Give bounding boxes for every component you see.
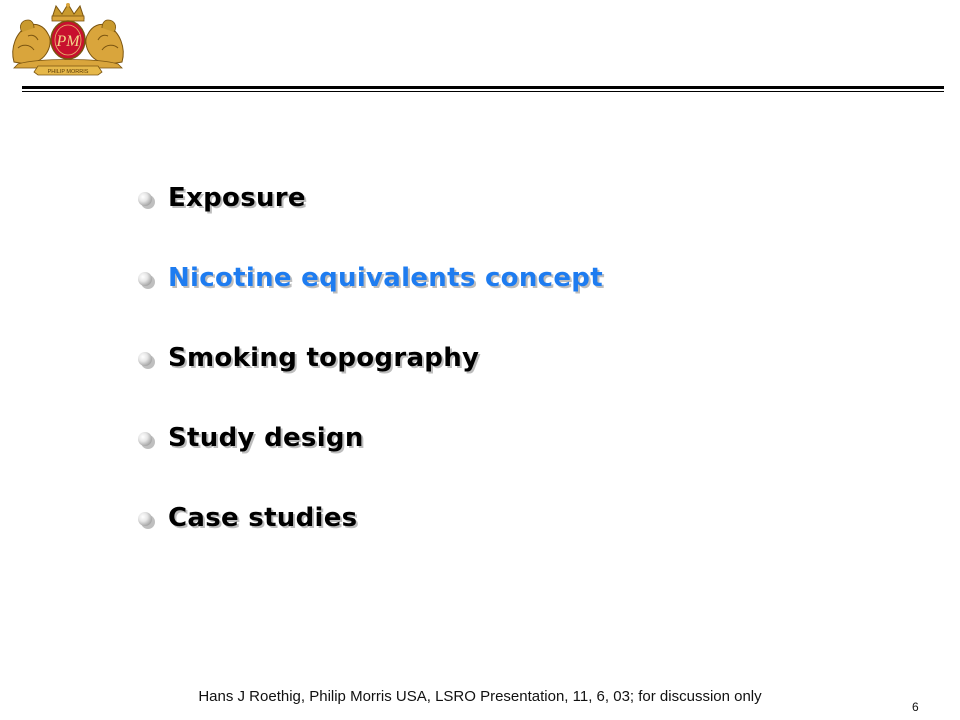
logo-banner <box>34 66 102 75</box>
bullet-item-case-studies <box>138 500 603 580</box>
bullet-dot-icon <box>138 352 154 368</box>
left-lion-icon <box>13 20 50 64</box>
logo-monogram: PM <box>56 33 80 50</box>
philip-morris-crest-icon <box>8 2 128 76</box>
agenda-bullet-list <box>138 180 603 580</box>
header-rule-thick <box>22 86 944 89</box>
bullet-label: Case studies <box>168 503 358 533</box>
bullet-item-exposure <box>138 180 603 260</box>
bullet-dot-icon <box>138 512 154 528</box>
bullet-label: Exposure <box>168 183 306 213</box>
slide-number: 6 <box>912 700 919 714</box>
bullet-label-highlighted: Nicotine equivalents concept <box>168 263 603 293</box>
logo-banner-text: PHILIP MORRIS <box>47 69 89 75</box>
bullet-item-nicotine-equivalents <box>138 260 603 340</box>
shield-icon <box>51 21 85 59</box>
philip-morris-logo <box>8 2 128 76</box>
bullet-label: Study design <box>168 423 364 453</box>
bullet-dot-icon <box>138 192 154 208</box>
header-rule-thin <box>22 91 944 92</box>
bullet-dot-icon <box>138 272 154 288</box>
bullet-item-study-design <box>138 420 603 500</box>
bullet-dot-icon <box>138 432 154 448</box>
bullet-label: Smoking topography <box>168 343 480 373</box>
bullet-item-smoking-topography <box>138 340 603 420</box>
right-lion-icon <box>86 20 123 64</box>
footer-text: Hans J Roethig, Philip Morris USA, LSRO Presentation, 11, 6, 03; for discussion only <box>198 688 762 705</box>
crown-icon <box>52 3 84 21</box>
